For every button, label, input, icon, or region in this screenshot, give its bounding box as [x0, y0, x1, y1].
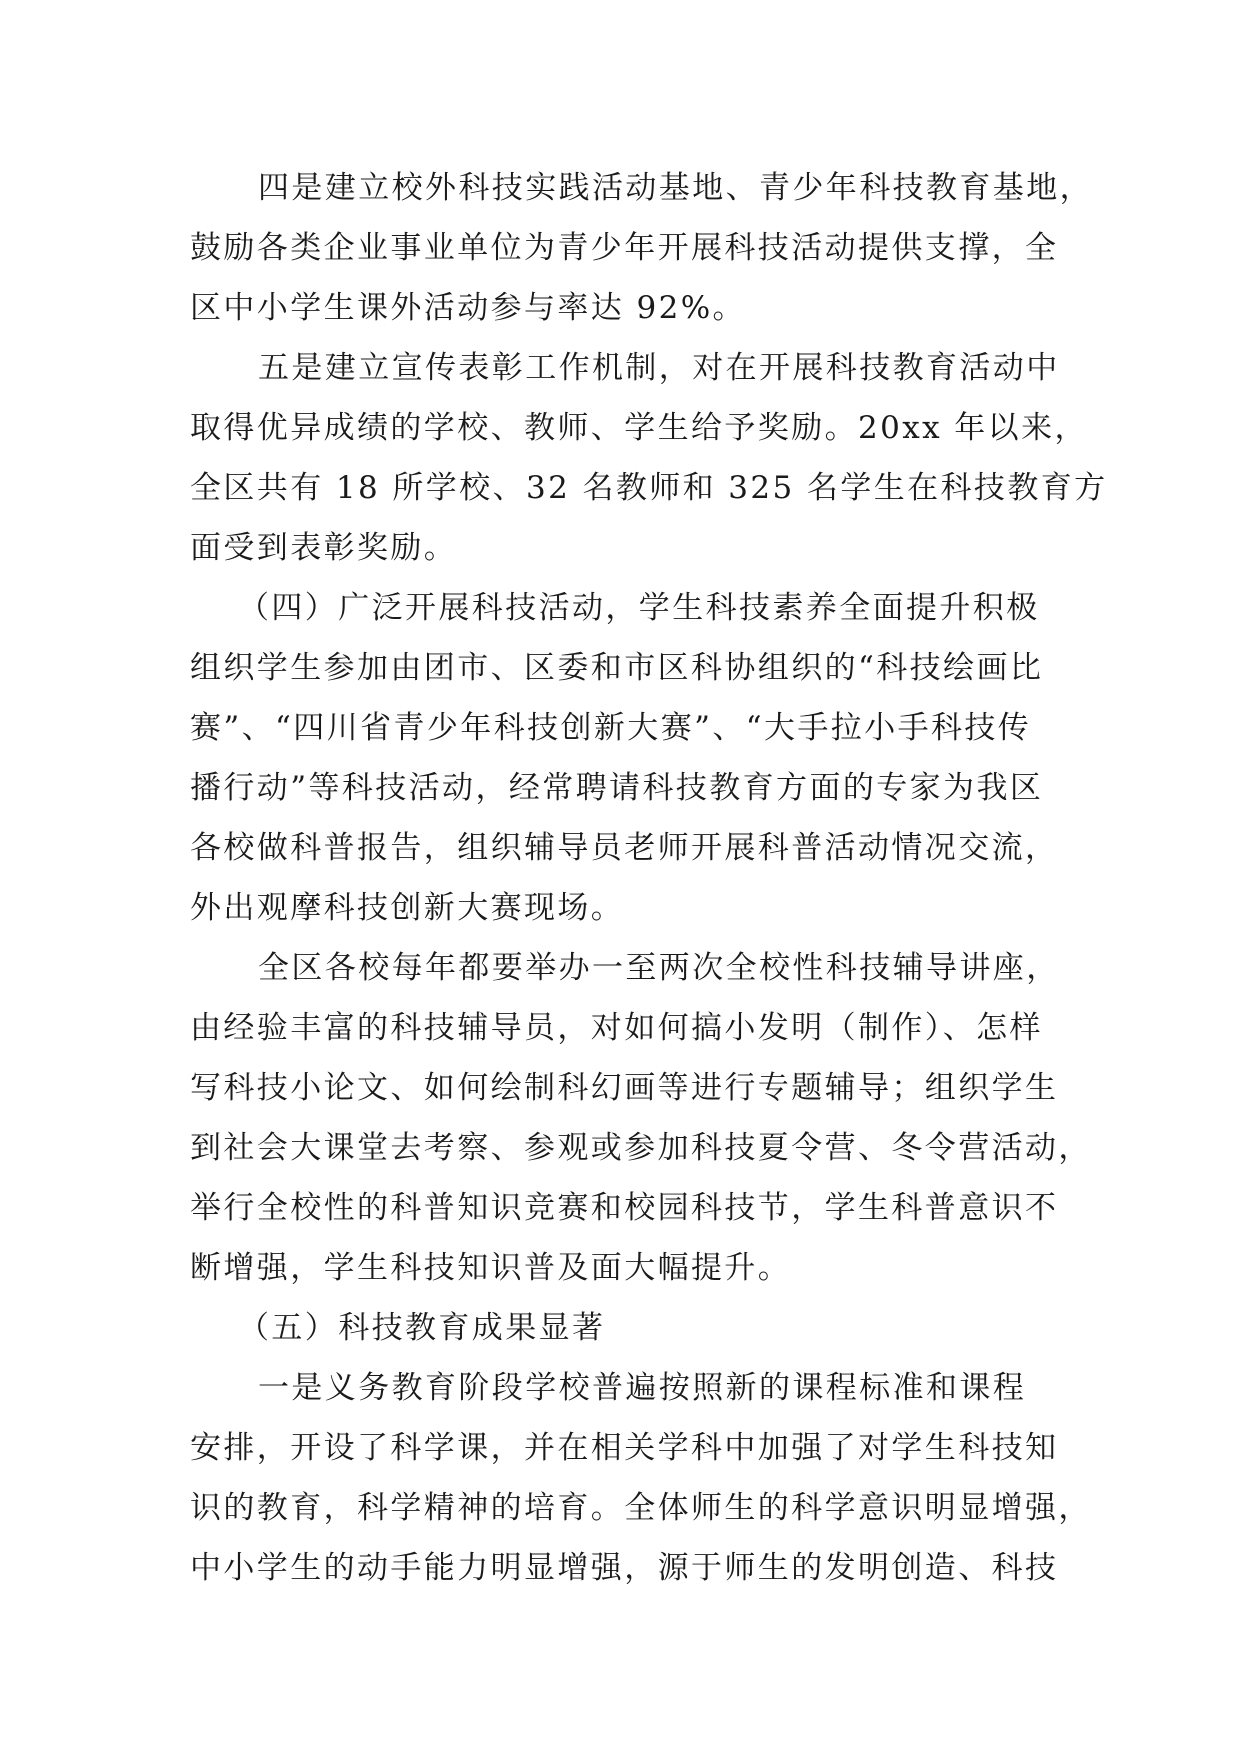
paragraph-line: 断增强，学生科技知识普及面大幅提升。: [190, 1250, 792, 1286]
document-body: [190, 158, 1108, 1598]
paragraph-line: 写科技小论文、如何绘制科幻画等进行专题辅导；组织学生: [190, 1070, 1059, 1106]
paragraph-line: 赛”、“四川省青少年科技创新大赛”、“大手拉小手科技传: [190, 710, 1032, 746]
paragraph-line: 到社会大课堂去考察、参观或参加科技夏令营、冬令营活动，: [190, 1130, 1092, 1166]
section-heading-line: （四）广泛开展科技活动，学生科技素养全面提升积极: [238, 590, 1040, 626]
paragraph-line: 外出观摩科技创新大赛现场。: [190, 890, 625, 926]
paragraph-line: 识的教育，科学精神的培育。全体师生的科学意识明显增强，: [190, 1490, 1092, 1526]
paragraph-line: 组织学生参加由团市、区委和市区科协组织的“科技绘画比: [190, 650, 1044, 686]
paragraph-line: 区中小学生课外活动参与率达 92%。: [190, 290, 746, 326]
paragraph-line: 五是建立宣传表彰工作机制，对在开展科技教育活动中: [258, 350, 1060, 386]
paragraph-line: 四是建立校外科技实践活动基地、青少年科技教育基地，: [258, 170, 1093, 206]
paragraph-line: 播行动”等科技活动，经常聘请科技教育方面的专家为我区: [190, 770, 1044, 806]
paragraph-line: 全区各校每年都要举办一至两次全校性科技辅导讲座，: [258, 950, 1060, 986]
paragraph-line: 中小学生的动手能力明显增强，源于师生的发明创造、科技: [190, 1550, 1059, 1586]
paragraph-line: 取得优异成绩的学校、教师、学生给予奖励。20xx 年以来，: [190, 410, 1088, 446]
paragraph-line: 各校做科普报告，组织辅导员老师开展科普活动情况交流，: [190, 830, 1059, 866]
paragraph-line: 安排，开设了科学课，并在相关学科中加强了对学生科技知: [190, 1430, 1059, 1466]
paragraph-line: 由经验丰富的科技辅导员，对如何搞小发明（制作）、怎样: [190, 1010, 1043, 1046]
paragraph-line: 全区共有 18 所学校、32 名教师和 325 名学生在科技教育方: [190, 470, 1108, 506]
paragraph-line: 面受到表彰奖励。: [190, 530, 458, 566]
paragraph-line: 鼓励各类企业事业单位为青少年开展科技活动提供支撑，全: [190, 230, 1059, 266]
section-heading: （五）科技教育成果显著: [238, 1310, 606, 1346]
paragraph-line: 一是义务教育阶段学校普遍按照新的课程标准和课程: [258, 1370, 1027, 1406]
paragraph-line: 举行全校性的科普知识竞赛和校园科技节，学生科普意识不: [190, 1190, 1059, 1226]
